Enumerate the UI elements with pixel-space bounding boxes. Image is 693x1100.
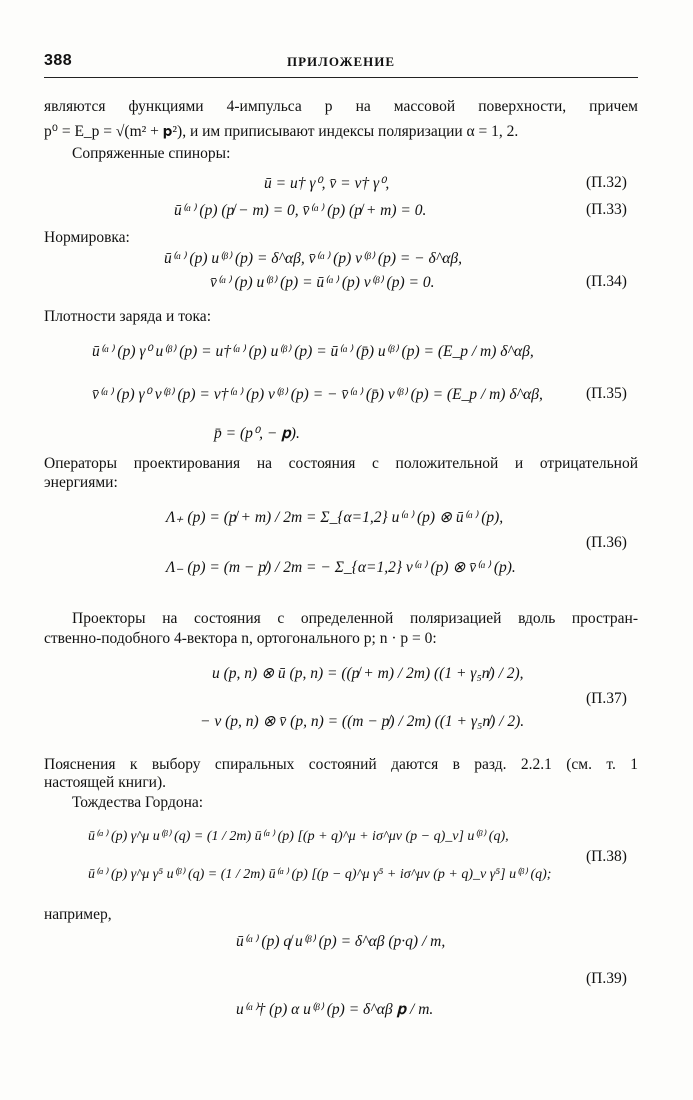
formula-p33: ū⁽ᵅ⁾ (p) (p̸ − m) = 0, v̄⁽ᵅ⁾ (p) (p̸ + m) = 0.	[174, 202, 427, 219]
header-rule	[44, 77, 638, 78]
running-title: ПРИЛОЖЕНИЕ	[286, 54, 396, 69]
formula-p38-line2: ū⁽ᵅ⁾ (p) γ^μ γ⁵ u⁽ᵝ⁾ (q) = (1 / 2m) ū⁽ᵅ⁾ (p) [(p − q)^μ γ⁵ + iσ^μν (p + q)_ν γ⁵] u⁽ᵝ⁾ (q);	[88, 867, 552, 882]
formula-p36-line2: Λ₋ (p) = (m − p̸) / 2m = − Σ_{α=1,2} v⁽ᵅ⁾ (p) ⊗ v̄⁽ᵅ⁾ (p).	[166, 559, 516, 576]
page-header	[44, 52, 638, 76]
formula-p34-line1: ū⁽ᵅ⁾ (p) u⁽ᵝ⁾ (p) = δ^αβ, v̄⁽ᵅ⁾ (p) v⁽ᵝ⁾ (p) = − δ^αβ,	[164, 250, 462, 267]
heading-charge-density: Плотности заряда и тока:	[44, 308, 211, 325]
eq-number-p37: (П.37)	[586, 690, 627, 707]
formula-p37-line2: − v (p, n) ⊗ v̄ (p, n) = ((m − p̸) / 2m) ((1 + γ₅n̸) / 2).	[200, 713, 525, 730]
formula-p37-line1: u (p, n) ⊗ ū (p, n) = ((p̸ + m) / 2m) ((1 + γ₅n̸) / 2),	[212, 665, 524, 682]
formula-p36-line1: Λ₊ (p) = (p̸ + m) / 2m = Σ_{α=1,2} u⁽ᵅ⁾ (p) ⊗ ū⁽ᵅ⁾ (p),	[166, 509, 504, 526]
formula-p32: ū = u† γ⁰, v̄ = v† γ⁰,	[264, 175, 390, 192]
formula-p34-line2: v̄⁽ᵅ⁾ (p) u⁽ᵝ⁾ (p) = ū⁽ᵅ⁾ (p) v⁽ᵝ⁾ (p) = 0.	[210, 274, 435, 291]
text-intro-line1: являются функциями 4-импульса p на массовой поверхности, причем	[44, 98, 638, 115]
text-projectors-line2: энергиями:	[44, 474, 118, 491]
text-polarization-line2: ственно-подобного 4-вектора n, ортогонального p; n · p = 0:	[44, 630, 437, 647]
eq-number-p33: (П.33)	[586, 201, 627, 218]
formula-p39-line2: u⁽ᵅ⁾† (p) α u⁽ᵝ⁾ (p) = δ^αβ 𝐩 / m.	[236, 1001, 434, 1018]
eq-number-p39: (П.39)	[586, 970, 627, 987]
text-intro-line2: p⁰ = E_p = √(m² + 𝐩²), и им приписывают индексы поляризации α = 1, 2.	[44, 123, 519, 140]
eq-number-p34: (П.34)	[586, 273, 627, 290]
text-helicity-line1: Пояснения к выбору спиральных состояний даются в разд. 2.2.1 (см. т. 1	[44, 756, 638, 773]
text-projectors-line1: Операторы проектирования на состояния с положительной и отрицательной	[44, 455, 638, 472]
heading-conjugate-spinors: Сопряженные спиноры:	[72, 145, 231, 162]
formula-p38-line1: ū⁽ᵅ⁾ (p) γ^μ u⁽ᵝ⁾ (q) = (1 / 2m) ū⁽ᵅ⁾ (p) [(p + q)^μ + iσ^μν (p − q)_ν] u⁽ᵝ⁾ (q),	[88, 829, 509, 844]
formula-p35-line2: v̄⁽ᵅ⁾ (p) γ⁰ v⁽ᵝ⁾ (p) = v†⁽ᵅ⁾ (p) v⁽ᵝ⁾ (p) = − v̄⁽ᵅ⁾ (p̄) v⁽ᵝ⁾ (p) = (E_p / m) δ^αβ,	[92, 386, 543, 403]
page-number: 388	[44, 52, 73, 69]
eq-number-p32: (П.32)	[586, 174, 627, 191]
heading-gordon-identities: Тождества Гордона:	[72, 794, 204, 811]
text-for-example: например,	[44, 906, 112, 923]
formula-p35-line3: p̄ = (p⁰, − 𝐩).	[214, 425, 300, 442]
heading-normalization: Нормировка:	[44, 229, 130, 246]
eq-number-p35: (П.35)	[586, 385, 627, 402]
formula-p39-line1: ū⁽ᵅ⁾ (p) q̸ u⁽ᵝ⁾ (p) = δ^αβ (p·q) / m,	[236, 933, 446, 950]
formula-p35-line1: ū⁽ᵅ⁾ (p) γ⁰ u⁽ᵝ⁾ (p) = u†⁽ᵅ⁾ (p) u⁽ᵝ⁾ (p) = ū⁽ᵅ⁾ (p̄) u⁽ᵝ⁾ (p) = (E_p / m) δ^αβ,	[92, 343, 534, 360]
eq-number-p36: (П.36)	[586, 534, 627, 551]
text-polarization-line1: Проекторы на состояния с определенной поляризацией вдоль простран-	[72, 610, 638, 627]
eq-number-p38: (П.38)	[586, 848, 627, 865]
text-helicity-line2: настоящей книги).	[44, 774, 167, 791]
